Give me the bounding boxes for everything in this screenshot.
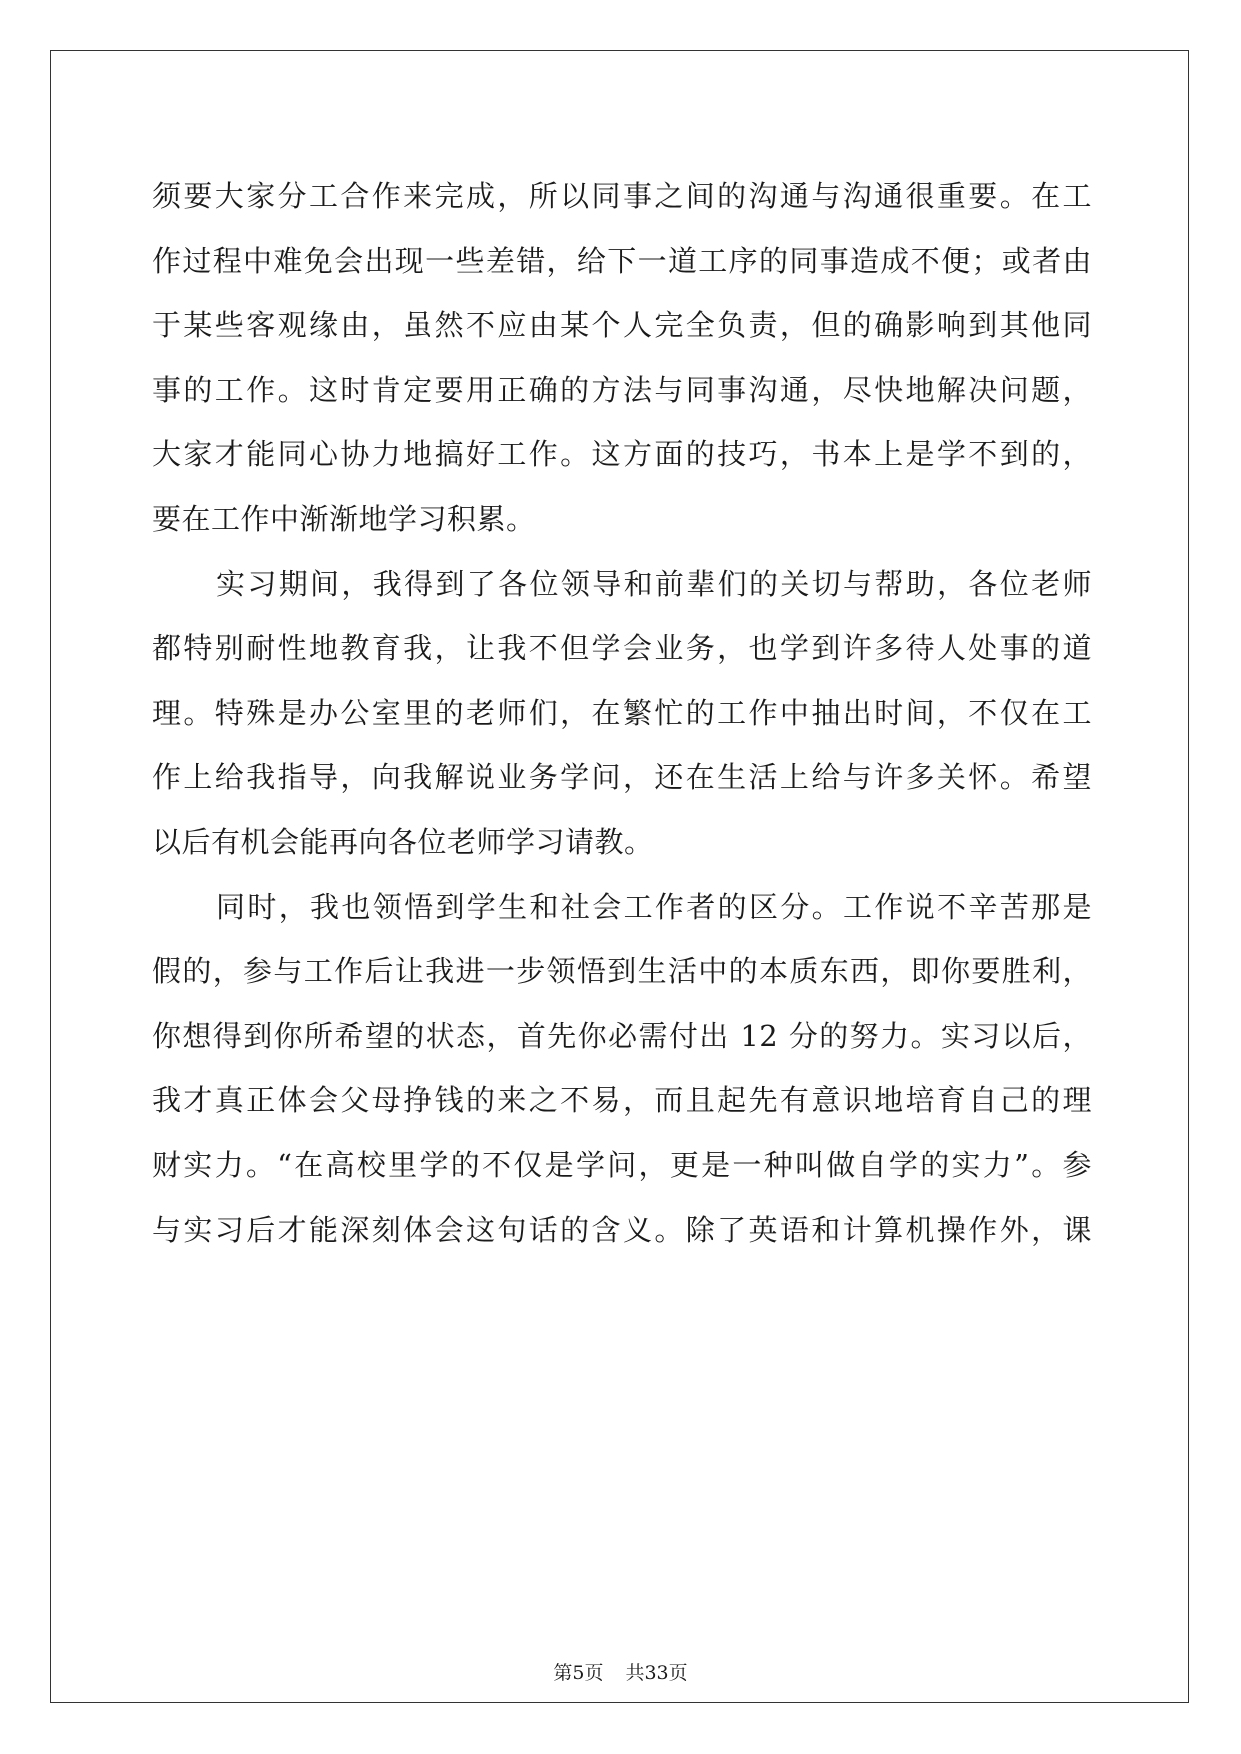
text-line: 作上给我指导，向我解说业务学问，还在生活上给与许多关怀。希望 [152,760,1092,795]
text-line: 作过程中难免会出现一些差错，给下一道工序的同事造成不便；或者由 [152,243,1092,278]
text-line: 假的，参与工作后让我进一步领悟到生活中的本质东西，即你要胜利， [152,954,1092,989]
text-line: 须要大家分工合作来完成，所以同事之间的沟通与沟通很重要。在工 [152,179,1092,213]
text-line: 于某些客观缘由，虽然不应由某个人完全负责，但的确影响到其他同 [152,308,1092,343]
text-line: 财实力。“在高校里学的不仅是学问，更是一种叫做自学的实力”。参 [152,1147,1092,1182]
text-line: 你想得到你所希望的状态，首先你必需付出 12 分的努力。实习以后， [152,1018,1092,1053]
page-number: 第5页 [553,1662,604,1684]
page-footer [0,1659,1241,1687]
text-line: 都特别耐性地教育我，让我不但学会业务，也学到许多待人处事的道 [152,631,1092,666]
paragraph-first-line: 同时，我也领悟到学生和社会工作者的区分。工作说不辛苦那是 [216,889,1092,924]
text-line: 与实习后才能深刻体会这句话的含义。除了英语和计算机操作外，课 [152,1212,1092,1247]
text-line: 要在工作中渐渐地学习积累。 [152,501,536,536]
text-line: 理。特殊是办公室里的老师们，在繁忙的工作中抽出时间，不仅在工 [152,695,1092,730]
text-line: 大家才能同心协力地搞好工作。这方面的技巧，书本上是学不到的， [152,437,1092,472]
document-body [152,164,1092,1262]
page-total: 共33页 [625,1662,688,1684]
paragraph-first-line: 实习期间，我得到了各位领导和前辈们的关切与帮助，各位老师 [216,566,1092,601]
text-line: 以后有机会能再向各位老师学习请教。 [152,824,654,859]
text-line: 事的工作。这时肯定要用正确的方法与同事沟通，尽快地解决问题， [152,372,1092,407]
text-line: 我才真正体会父母挣钱的来之不易，而且起先有意识地培育自己的理 [152,1083,1092,1118]
